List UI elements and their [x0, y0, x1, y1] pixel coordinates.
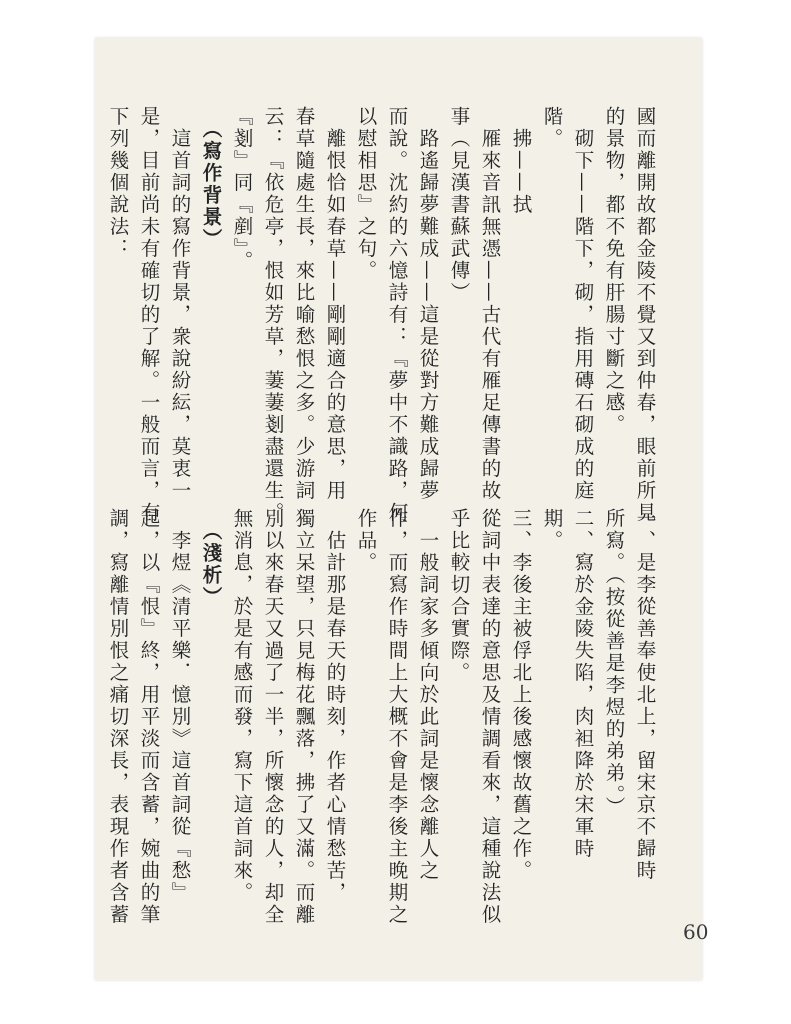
text-column-lower: 一般詞家多傾向於此詞是懷念離人之: [416, 508, 440, 882]
text-column-lower: 所寫。（按從善是李煜的弟弟。）: [602, 508, 626, 819]
text-column-lower: 獨立呆望，只見梅花飄落，拂了又滿。而離: [292, 508, 316, 926]
text-column-upper: 路遙歸夢難成——這是從對方難成歸夢: [416, 106, 440, 502]
text-column-lower: 作，而寫作時間上大概不會是李後主晚期之: [385, 508, 409, 926]
text-column-lower: 三、李後主被俘北上後感懷故舊之作。: [509, 508, 533, 882]
text-column-lower: 別以來春天又過了一半，所懷念的人，却全: [261, 508, 285, 926]
text-column-lower: 無消息，於是有感而發，寫下這首詞來。: [230, 508, 254, 904]
text-column-upper: 階。: [540, 106, 564, 150]
text-column-lower: 二、寫於金陵失陷，肉袒降於宋軍時: [571, 508, 595, 860]
text-column-upper: 拂——拭: [509, 106, 533, 216]
text-column-upper: 這首詞的寫作背景，衆說紛紜，莫衷一: [168, 106, 192, 502]
page-number: 60: [683, 920, 709, 944]
text-column-lower: 從詞中表達的意思及情調看來，這種說法似: [478, 508, 502, 926]
text-column-upper: 下列幾個說法：: [106, 106, 130, 260]
text-column-upper: 國而離開故都金陵不覺又到仲春，眼前所見: [633, 106, 657, 524]
text-column-upper: 事（見漢書蘇武傳）: [447, 106, 471, 304]
text-column-upper: 的景物，都不免有肝腸寸斷之感。: [602, 106, 626, 436]
text-column-lower: 起，以『恨』終，用平淡而含蓄，婉曲的筆: [137, 508, 161, 926]
text-column-lower: 調，寫離情別恨之痛切深長，表現作者含蓄: [106, 508, 130, 926]
text-column-lower: 估計那是春天的時刻，作者心情愁苦，: [323, 508, 347, 904]
section-heading: （淺析）: [199, 508, 223, 609]
text-column-lower: 乎比較切合實際。: [447, 508, 471, 684]
text-column-lower: 一、是李從善奉使北上，留宋京不歸時: [633, 508, 657, 882]
section-heading: （寫作背景）: [199, 106, 223, 251]
text-column-upper: 云：『依危亭，恨如芳草，萋萋剗盡還生。: [261, 106, 285, 524]
text-column-upper: 離恨恰如春草——剛剛適合的意思，用: [323, 106, 347, 502]
text-column-upper: 而說。沈約的六憶詩有：『夢中不識路，何: [385, 106, 409, 524]
text-column-lower: 李煜《清平樂．憶別》這首詞從『愁』: [168, 508, 192, 904]
book-page: [95, 38, 709, 980]
text-column-upper: 是，目前尚未有確切的了解。一般而言，有: [137, 106, 161, 524]
text-column-lower: 期。: [540, 508, 564, 552]
text-column-upper: 雁來音訊無憑——古代有雁足傳書的故: [478, 106, 502, 502]
text-column-lower: 作品。: [354, 508, 378, 574]
text-column-upper: 『剗』同『剷』。: [230, 106, 254, 273]
text-column-upper: 春草隨處生長，來比喻愁恨之多。少游詞: [292, 106, 316, 502]
text-column-upper: 以慰相思』之句。: [354, 106, 378, 282]
text-column-upper: 砌下——階下，砌，指用磚石砌成的庭: [571, 106, 595, 502]
